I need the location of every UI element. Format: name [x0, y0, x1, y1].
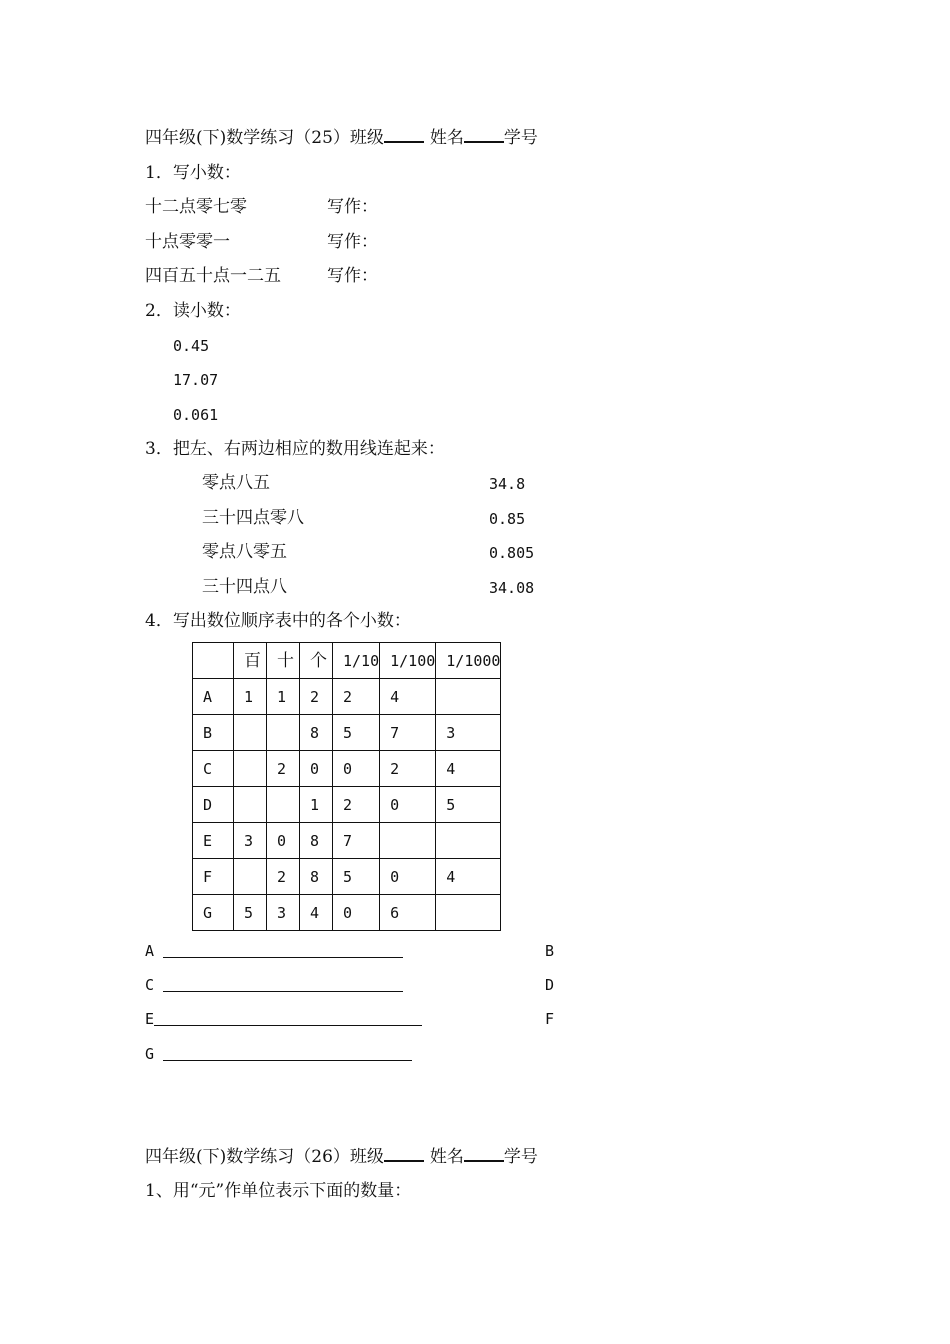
table-cell: 0: [380, 859, 436, 895]
table-header-row: [193, 643, 501, 679]
table-header-cell: 1/1000: [436, 643, 501, 679]
write-label: 写作：: [327, 197, 378, 217]
answer-label: G: [145, 1045, 155, 1063]
table-cell: D: [193, 787, 234, 823]
q3-right-item: 0.805: [489, 544, 535, 562]
table-cell: 5: [436, 787, 501, 823]
table-row: [193, 715, 501, 751]
table-header-cell: 十: [267, 643, 300, 679]
question-3-heading: 3．把左、右两边相应的数用线连起来：: [145, 439, 445, 459]
table-cell: 4: [436, 751, 501, 787]
table-cell: [380, 823, 436, 859]
answer-label: B: [545, 942, 555, 960]
table-cell: 2: [267, 859, 300, 895]
question-4-heading: 4．写出数位顺序表中的各个小数：: [145, 611, 411, 631]
q3-left-item: 三十四点零八: [202, 508, 304, 528]
table-cell: [234, 859, 267, 895]
table-cell: 4: [436, 859, 501, 895]
table-cell: 2: [300, 679, 333, 715]
table-cell: 3: [267, 895, 300, 931]
table-row: [193, 679, 501, 715]
id-label: 学号: [503, 1147, 538, 1167]
table-cell: 5: [333, 715, 380, 751]
worksheet-title: 四年级(下)数学练习（25）班级: [145, 128, 384, 148]
write-label: 写作：: [327, 232, 378, 252]
q1-item-text: 十点零零一: [145, 232, 230, 252]
table-cell: [267, 715, 300, 751]
q2-item: 17.07: [173, 371, 219, 389]
answer-label: D: [545, 976, 555, 994]
table-cell: 3: [436, 715, 501, 751]
table-cell: E: [193, 823, 234, 859]
worksheet-title: 四年级(下)数学练习（26）班级: [145, 1147, 384, 1167]
table-row: [193, 859, 501, 895]
table-header-cell: 百: [234, 643, 267, 679]
question-1-heading: 1．写小数：: [145, 163, 241, 183]
table-cell: 0: [300, 751, 333, 787]
q2-item: 0.061: [173, 406, 219, 424]
table-cell: 5: [234, 895, 267, 931]
table-cell: 1: [300, 787, 333, 823]
table-header-cell: 1/100: [380, 643, 436, 679]
table-cell: 6: [380, 895, 436, 931]
q1-item: [145, 265, 378, 287]
table-cell: C: [193, 751, 234, 787]
table-cell: 7: [333, 823, 380, 859]
class-blank[interactable]: [384, 125, 424, 143]
table-row: [193, 823, 501, 859]
q1-item-text: 四百五十点一二五: [145, 266, 281, 286]
table-row: [193, 751, 501, 787]
q1-item: [145, 196, 378, 218]
answer-line[interactable]: [163, 1060, 412, 1061]
table-cell: 2: [333, 787, 380, 823]
table-cell: 2: [267, 751, 300, 787]
table-cell: 0: [333, 895, 380, 931]
table-row: [193, 895, 501, 931]
table-cell: B: [193, 715, 234, 751]
table-cell: 2: [380, 751, 436, 787]
table-cell: [436, 823, 501, 859]
q3-left-item: 零点八五: [202, 473, 270, 493]
table-cell: [234, 751, 267, 787]
table-cell: [267, 787, 300, 823]
name-blank[interactable]: [464, 125, 504, 143]
q3-right-item: 0.85: [489, 510, 526, 528]
name-blank[interactable]: [464, 1144, 504, 1162]
worksheet-25-header: [145, 125, 538, 149]
table-cell: 1: [267, 679, 300, 715]
question-2-heading: 2．读小数：: [145, 301, 241, 321]
id-label: 学号: [503, 128, 538, 148]
table-cell: F: [193, 859, 234, 895]
table-cell: [436, 895, 501, 931]
table-cell: 0: [380, 787, 436, 823]
class-blank[interactable]: [384, 1144, 424, 1162]
q1-item-text: 十二点零七零: [145, 197, 247, 217]
table-cell: 8: [300, 715, 333, 751]
table-cell: [436, 679, 501, 715]
q2-item: 0.45: [173, 337, 210, 355]
worksheet-26-header: [145, 1144, 538, 1168]
table-header-cell: 1/10: [333, 643, 380, 679]
table-cell: 7: [380, 715, 436, 751]
answer-line[interactable]: [154, 1025, 422, 1026]
question-heading: 1、用“元”作单位表示下面的数量：: [145, 1181, 412, 1201]
table-cell: 4: [380, 679, 436, 715]
table-cell: G: [193, 895, 234, 931]
table-row: [193, 787, 501, 823]
answer-label: C: [145, 976, 155, 994]
table-cell: 4: [300, 895, 333, 931]
name-label: 姓名: [429, 1147, 464, 1167]
table-cell: 8: [300, 859, 333, 895]
q3-left-item: 零点八零五: [202, 542, 287, 562]
table-cell: 5: [333, 859, 380, 895]
table-cell: [234, 715, 267, 751]
q3-right-item: 34.08: [489, 579, 535, 597]
table-cell: 2: [333, 679, 380, 715]
table-header-cell: [193, 643, 234, 679]
table-cell: 1: [234, 679, 267, 715]
table-cell: 8: [300, 823, 333, 859]
write-label: 写作：: [327, 266, 378, 286]
answer-label: F: [545, 1010, 555, 1028]
q1-item: [145, 231, 378, 253]
table-cell: 3: [234, 823, 267, 859]
table-cell: A: [193, 679, 234, 715]
q3-left-item: 三十四点八: [202, 577, 287, 597]
q3-right-item: 34.8: [489, 475, 526, 493]
answer-label: A: [145, 942, 155, 960]
name-label: 姓名: [429, 128, 464, 148]
place-value-table: [192, 642, 501, 931]
table-cell: [234, 787, 267, 823]
table-header-cell: 个: [300, 643, 333, 679]
answer-line[interactable]: [163, 991, 403, 992]
answer-line[interactable]: [163, 957, 403, 958]
table-cell: 0: [333, 751, 380, 787]
answer-label: E: [145, 1010, 155, 1028]
table-cell: 0: [267, 823, 300, 859]
